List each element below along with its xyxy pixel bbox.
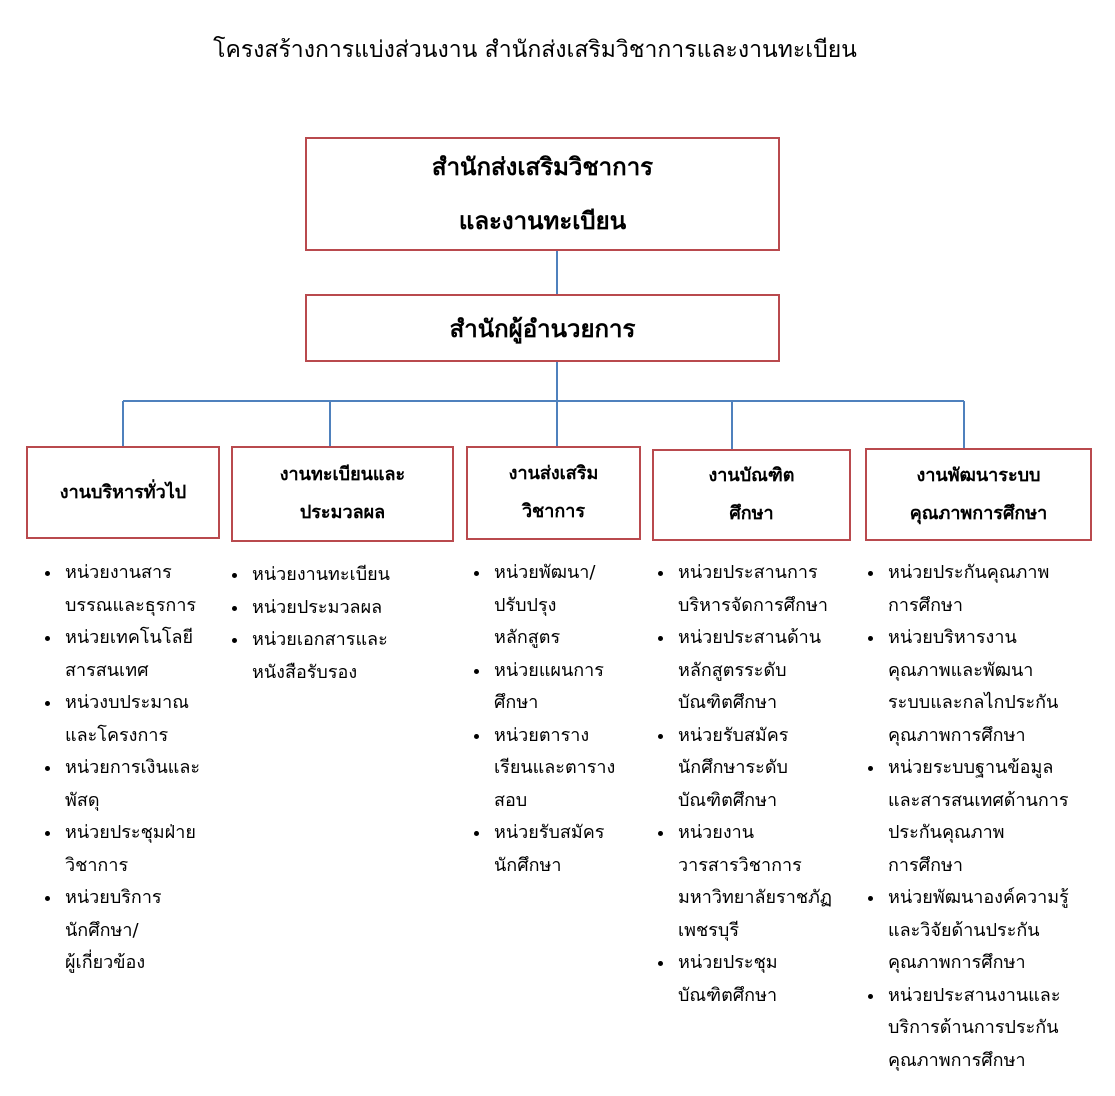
unit-list-item — [655, 622, 855, 720]
unit-list-item — [865, 557, 1105, 622]
unit-text-line: หน่วยเทคโนโลยี — [65, 627, 194, 648]
unit-text-line: คุณภาพและพัฒนา — [888, 659, 1034, 681]
unit-text-line: และโครงการ — [65, 724, 169, 746]
unit-text-line: หน่วยประสานงานและ — [888, 984, 1061, 1006]
unit-text-line: หน่วยประกันคุณภาพ — [888, 562, 1050, 583]
unit-text-line: มหาวิทยาลัยราชภัฏ — [678, 887, 832, 908]
unit-list-item — [865, 882, 1105, 980]
dept-label: ประมวลผล — [299, 502, 386, 523]
unit-text-line: หน่วยรับสมัคร — [494, 822, 605, 843]
dept-label: วิชาการ — [521, 501, 586, 522]
unit-list-item — [865, 622, 1105, 752]
unit-text-line: เรียนและตาราง — [494, 757, 616, 778]
unit-list-item — [471, 557, 641, 655]
unit-list-graduate-studies — [655, 557, 855, 1012]
unit-list-item — [655, 817, 855, 947]
unit-list-item — [42, 557, 232, 622]
unit-text-line: พัสดุ — [65, 789, 100, 811]
unit-text-line: หน่วยรับสมัคร — [678, 724, 789, 746]
unit-text-line: ประกันคุณภาพ — [888, 822, 1005, 843]
org-root-box — [305, 137, 780, 251]
dept-box-academic-promotion — [466, 446, 641, 540]
unit-list-item — [42, 752, 232, 817]
dept-box-registration — [231, 446, 454, 542]
unit-list-item — [229, 559, 449, 592]
unit-list-item — [42, 882, 232, 980]
unit-text-line: หน่วยงานทะเบียน — [252, 564, 390, 585]
unit-list-item — [471, 720, 641, 818]
unit-text-line: และวิจัยด้านประกัน — [888, 919, 1040, 941]
unit-text-line: ปรับปรุง — [494, 594, 557, 616]
unit-text-line: หลักสูตร — [494, 627, 561, 648]
unit-text-line: บริหารจัดการศึกษา — [678, 594, 828, 616]
unit-text-line: หน่วยประสานการ — [678, 562, 818, 583]
unit-list-item — [471, 655, 641, 720]
unit-text-line: การศึกษา — [888, 594, 963, 616]
unit-text-line: หน่วยแผนการ — [494, 659, 604, 681]
unit-text-line: บัณฑิตศึกษา — [678, 984, 778, 1006]
dept-label: ศึกษา — [729, 503, 774, 524]
dept-box-graduate-studies — [652, 449, 851, 541]
unit-text-line: นักศึกษาระดับ — [678, 757, 788, 778]
unit-list-item — [655, 557, 855, 622]
unit-text-line: หน่วยประชุม — [678, 952, 778, 973]
unit-text-line: หน่วยระบบฐานข้อมูล — [888, 757, 1054, 778]
unit-list-item — [655, 947, 855, 1012]
unit-text-line: หน่วยประชุมฝ่าย — [65, 822, 196, 843]
unit-text-line: คุณภาพการศึกษา — [888, 724, 1026, 746]
unit-text-line: และสารสนเทศด้านการ — [888, 789, 1069, 811]
unit-text-line: หนังสือรับรอง — [252, 661, 358, 683]
dept-label: งานพัฒนาระบบ — [916, 464, 1041, 486]
unit-text-line: บัณฑิตศึกษา — [678, 789, 778, 811]
unit-list-item — [229, 592, 449, 625]
unit-list-item — [42, 622, 232, 687]
unit-text-line: คุณภาพการศึกษา — [888, 1049, 1026, 1071]
unit-list-registration — [229, 559, 449, 689]
dept-label: งานส่งเสริม — [508, 463, 599, 484]
unit-text-line: สอบ — [494, 789, 528, 811]
org-root-line: และงานทะเบียน — [458, 207, 627, 235]
unit-list-item — [655, 720, 855, 818]
unit-text-line: หน่วยประมวลผล — [252, 596, 383, 618]
unit-list-general-admin — [42, 557, 232, 980]
unit-list-item — [471, 817, 641, 882]
unit-text-line: หน่วยบริการ — [65, 887, 162, 908]
director-office-box — [305, 294, 780, 362]
unit-text-line: ศึกษา — [494, 692, 539, 713]
unit-text-line: สารสนเทศ — [65, 659, 149, 681]
unit-list-item — [42, 687, 232, 752]
unit-text-line: หลักสูตรระดับ — [678, 659, 787, 681]
dept-box-general-admin — [26, 446, 220, 539]
unit-text-line: บรรณและธุรการ — [65, 594, 197, 616]
unit-text-line: หน่วยการเงินและ — [65, 757, 201, 778]
unit-list-academic-promotion — [471, 557, 641, 882]
unit-list-item — [229, 624, 449, 689]
unit-text-line: วารสารวิชาการ — [678, 854, 802, 876]
unit-text-line: หน่วยเอกสารและ — [252, 629, 388, 650]
director-office-label: สำนักผู้อำนวยการ — [449, 314, 636, 343]
dept-label: งานบริหารทั่วไป — [59, 481, 187, 503]
unit-list-item — [865, 980, 1105, 1078]
dept-box-quality-development — [865, 448, 1092, 541]
unit-text-line: การศึกษา — [888, 854, 963, 876]
unit-text-line: หน่วยพัฒนา/ — [494, 562, 596, 583]
unit-text-line: หน่วยประสานด้าน — [678, 627, 822, 648]
unit-text-line: หน่วยตาราง — [494, 724, 590, 746]
dept-label: งานบัณฑิต — [708, 465, 795, 486]
unit-text-line: คุณภาพการศึกษา — [888, 952, 1026, 973]
unit-list-item — [42, 817, 232, 882]
page-title: โครงสร้างการแบ่งส่วนงาน สำนักส่งเสริมวิชาการและงานทะเบียน — [213, 37, 857, 63]
unit-text-line: วิชาการ — [65, 854, 129, 876]
unit-text-line: นักศึกษา/ — [65, 919, 139, 941]
org-root-line: สำนักส่งเสริมวิชาการ — [431, 153, 654, 181]
unit-list-quality-development — [865, 557, 1105, 1077]
unit-text-line: หน่วงบประมาณ — [65, 692, 189, 713]
unit-text-line: เพชรบุรี — [678, 919, 739, 941]
unit-text-line: หน่วยพัฒนาองค์ความรู้ — [888, 887, 1069, 908]
dept-label: คุณภาพการศึกษา — [909, 502, 1048, 524]
unit-text-line: ระบบและกลไกประกัน — [888, 692, 1059, 713]
unit-text-line: บริการด้านการประกัน — [888, 1017, 1059, 1038]
dept-label: งานทะเบียนและ — [279, 464, 406, 485]
unit-text-line: ผู้เกี่ยวข้อง — [65, 952, 146, 973]
unit-text-line: หน่วยงาน — [678, 822, 755, 843]
unit-text-line: หน่วยบริหารงาน — [888, 627, 1017, 648]
unit-text-line: นักศึกษา — [494, 854, 562, 876]
unit-text-line: หน่วยงานสาร — [65, 562, 172, 583]
unit-text-line: บัณฑิตศึกษา — [678, 692, 778, 713]
unit-list-item — [865, 752, 1105, 882]
